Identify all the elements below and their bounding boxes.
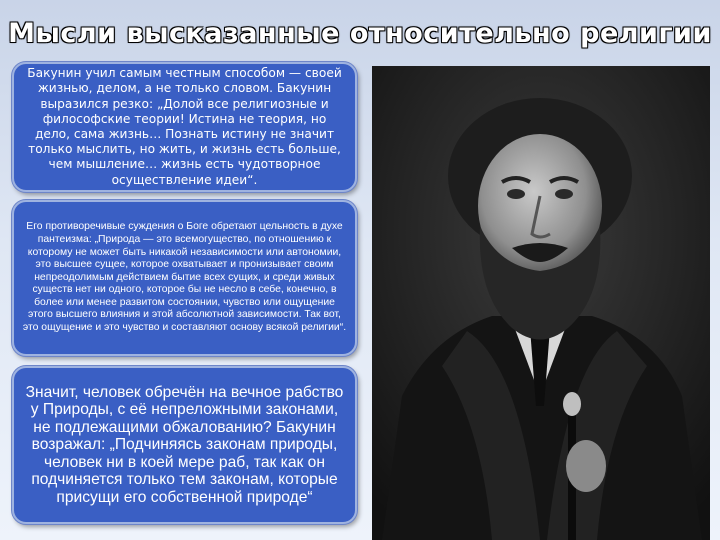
text-panel-3 (12, 366, 357, 524)
text-panel-2-body: Его противоречивые суждения о Боге обретают цельность в духе пантеизма: „Природа — это всемогущество, по отношению к которому не может быть никакой независимости или автономии, это высшее сущее, которое охватывает и пронизывает своим непреодолимым действием бытие всех сущих, и среди живых существ нет ни одного, которое бы не несло в себе, конечно, в более или менее развитом состоянии, чувство или ощущение этого высшего влияния и этой абсолютной зависимости. Так вот, это ощущение и это чувство и составляют основу всякой религии“. (22, 221, 347, 334)
portrait-photo (372, 66, 710, 540)
text-panel-2 (12, 200, 357, 356)
slide-title: Мысли высказанные относительно религии (8, 18, 712, 49)
text-panel-1-body: Бакунин учил самым честным способом — своей жизнью, делом, а не только словом. Бакунин выразился резко: „Долой все религиозные и философские теории! Истина не теория, но дело, сама жизнь… Познать истину не значит только мыслить, но жить, и жизнь есть больше, чем мышление… жизнь есть чудотворное осуществление идеи“. (27, 66, 342, 187)
text-panel-3-body: Значит, человек обречён на вечное рабство у Природы, с её непреложными законами, не подлежащими обжалованию? Бакунин возражал: „Подчиняясь законам природы, человек ни в коей мере раб, так как он подчиняется только тем законам, которые присущи его собственной природе“ (25, 384, 344, 506)
portrait-illustration (372, 66, 710, 540)
text-panel-1 (12, 62, 357, 192)
